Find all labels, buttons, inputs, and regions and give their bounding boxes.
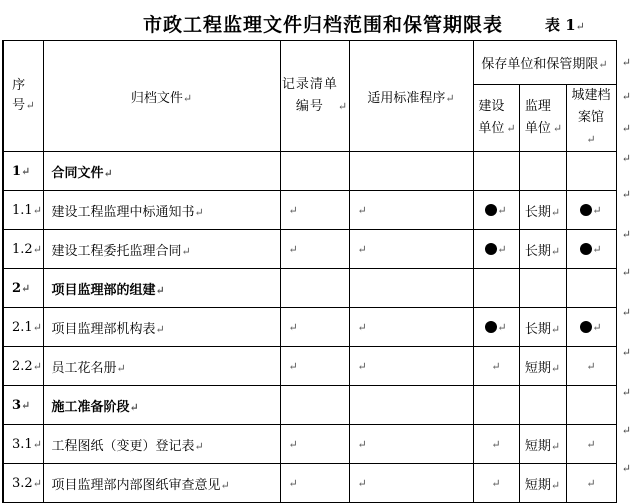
row-record-no: ↵ [280,425,349,464]
document-title: 市政工程监理文件归档范围和保管期限表 [143,14,504,36]
row-number: 1.2↵ [3,230,43,269]
header-unit-archive: 城建档案馆↵ [566,85,616,152]
row-name: 员工花名册↵ [43,347,280,386]
archive-table [2,40,617,503]
header-standard: 适用标准程序↵ [349,41,473,152]
row-unit-build: ↵ [473,347,519,386]
row-number: 2.2↵ [3,347,43,386]
row-unit-build: ↵ [473,425,519,464]
empty-cell [473,269,519,308]
filled-circle-mark [485,243,497,255]
row-name: 建设工程监理中标通知书↵ [43,191,280,230]
row-standard: ↵ [349,425,473,464]
table-row [3,230,616,269]
row-record-no: ↵ [280,230,349,269]
row-unit-build: ↵ [473,230,519,269]
table-body [3,152,616,503]
row-standard: ↵ [349,347,473,386]
empty-cell [280,269,349,308]
row-number: 2↵ [3,269,43,308]
header-unit-build: 建设单位 ↵ [473,85,519,152]
row-name: 项目监理部的组建↵ [43,269,280,308]
empty-cell [473,386,519,425]
row-unit-archive: ↵ [566,230,616,269]
row-standard: ↵ [349,230,473,269]
row-name: 项目监理部机构表↵ [43,308,280,347]
empty-cell [519,152,566,191]
empty-cell [349,269,473,308]
row-unit-archive: ↵ [566,425,616,464]
row-name: 项目监理部内部图纸审查意见↵ [43,464,280,503]
row-unit-supervision: 短期↵ [519,425,566,464]
table-number: 表 1↵ [545,16,585,34]
table-row [3,464,616,503]
row-name: 工程图纸（变更）登记表↵ [43,425,280,464]
row-unit-supervision: 短期↵ [519,464,566,503]
row-name: 合同文件↵ [43,152,280,191]
section-row [3,269,616,308]
empty-cell [280,152,349,191]
empty-cell [349,386,473,425]
header-record-no: 记录清单编号 ↵ [280,41,349,152]
header-seq: 序号↵ [3,41,43,152]
row-unit-build: ↵ [473,191,519,230]
row-record-no: ↵ [280,308,349,347]
row-number: 3.1↵ [3,425,43,464]
row-standard: ↵ [349,464,473,503]
empty-cell [519,269,566,308]
filled-circle-mark [485,204,497,216]
header-retention: 保存单位和保管期限↵ [473,41,616,85]
row-unit-archive: ↵ [566,464,616,503]
row-number: 3.2↵ [3,464,43,503]
row-record-no: ↵ [280,347,349,386]
row-unit-supervision: 长期↵ [519,191,566,230]
row-unit-build: ↵ [473,464,519,503]
row-number: 3↵ [3,386,43,425]
empty-cell [519,386,566,425]
row-standard: ↵ [349,308,473,347]
header-file: 归档文件↵ [43,41,280,152]
row-unit-archive: ↵ [566,347,616,386]
table-row [3,425,616,464]
empty-cell [566,269,616,308]
section-row [3,152,616,191]
section-row [3,386,616,425]
row-record-no: ↵ [280,464,349,503]
row-name: 施工准备阶段↵ [43,386,280,425]
table-row [3,191,616,230]
row-number: 1.1↵ [3,191,43,230]
row-standard: ↵ [349,191,473,230]
row-number: 1↵ [3,152,43,191]
row-unit-archive: ↵ [566,191,616,230]
empty-cell [566,386,616,425]
row-number: 2.1↵ [3,308,43,347]
row-unit-supervision: 长期↵ [519,230,566,269]
row-unit-build: ↵ [473,308,519,347]
filled-circle-mark [485,321,497,333]
table-row [3,347,616,386]
row-unit-archive: ↵ [566,308,616,347]
filled-circle-mark [580,204,592,216]
empty-cell [280,386,349,425]
empty-cell [473,152,519,191]
empty-cell [566,152,616,191]
row-unit-supervision: 短期↵ [519,347,566,386]
row-name: 建设工程委托监理合同↵ [43,230,280,269]
header-unit-supervision: 监理单位 ↵ [519,85,566,152]
row-record-no: ↵ [280,191,349,230]
table-row [3,308,616,347]
empty-cell [349,152,473,191]
filled-circle-mark [580,321,592,333]
filled-circle-mark [580,243,592,255]
row-unit-supervision: 长期↵ [519,308,566,347]
